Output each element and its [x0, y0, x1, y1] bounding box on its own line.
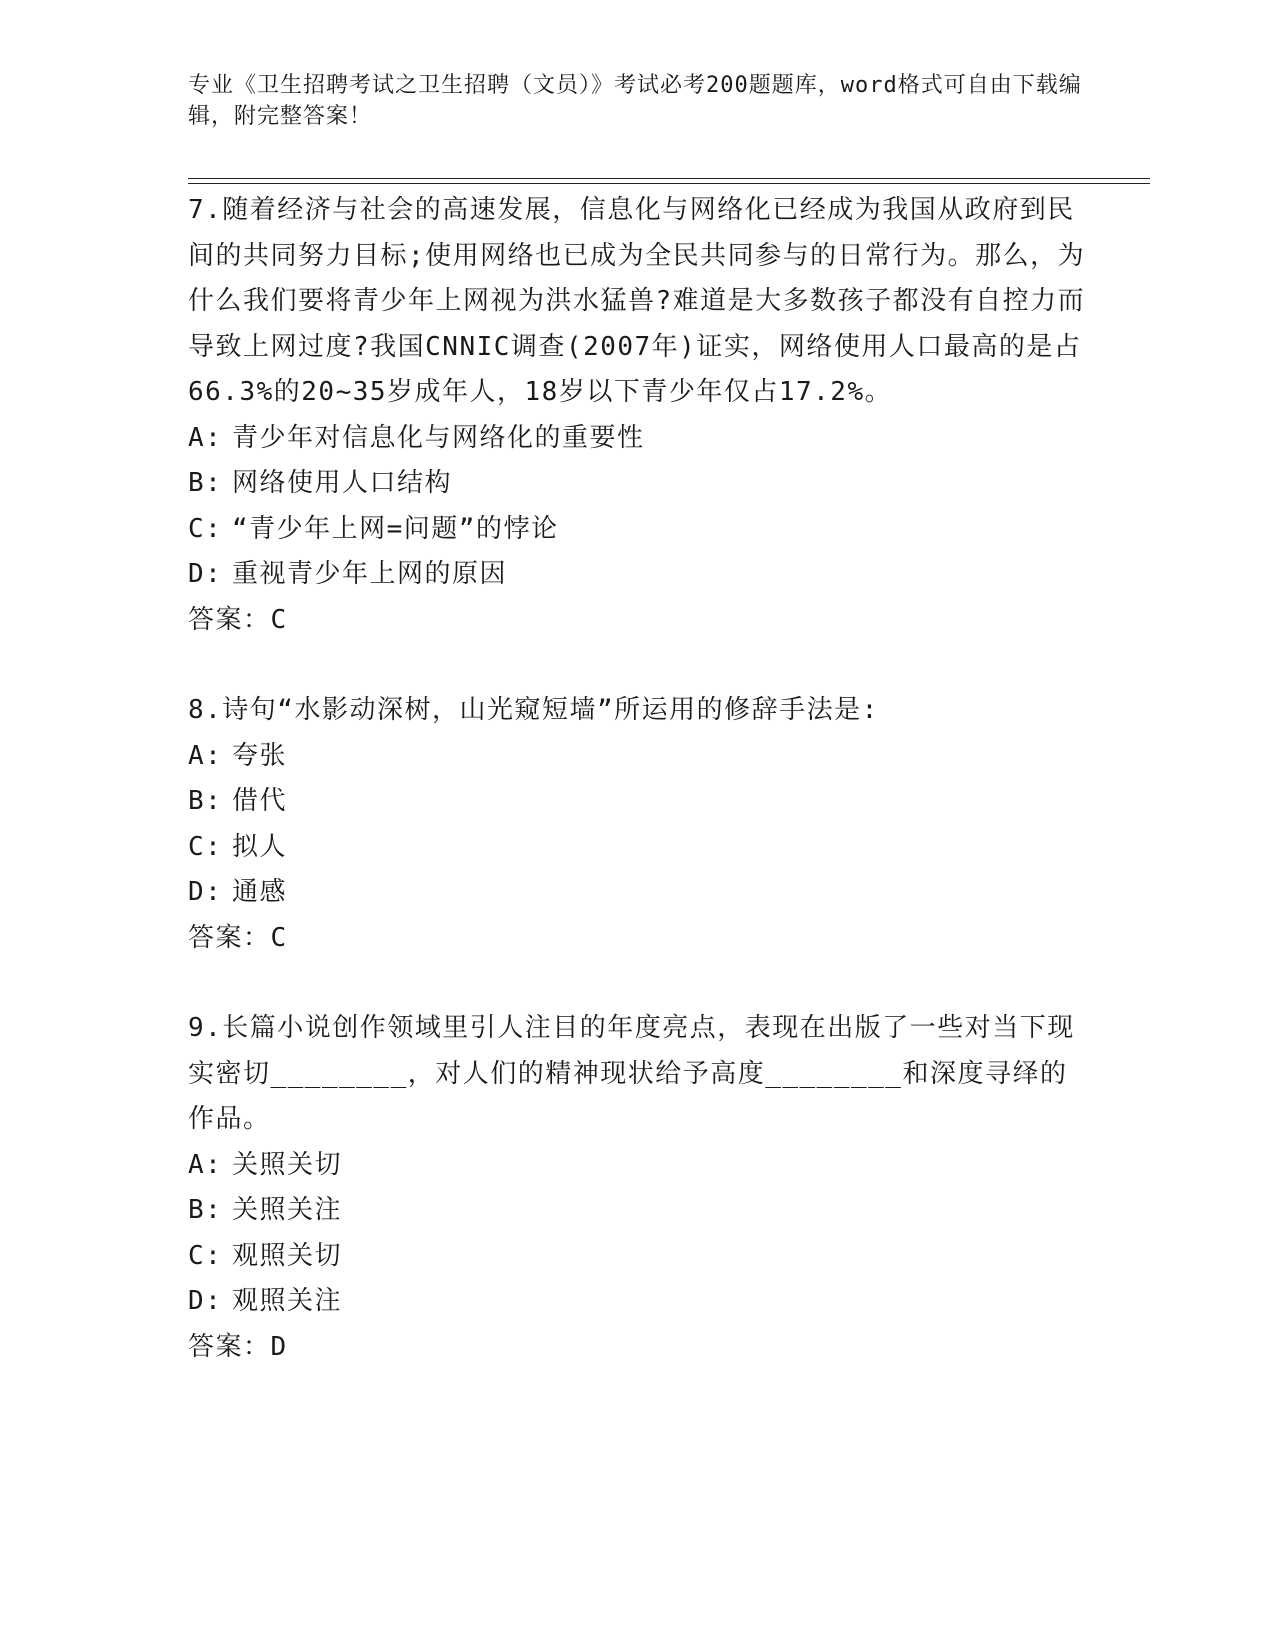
option-letter: B: [188, 786, 223, 816]
option-b [188, 779, 1088, 825]
option-text: 网络使用人口结构 [232, 468, 453, 498]
header-divider-top [188, 178, 1150, 179]
question-stem: 7.随着经济与社会的高速发展，信息化与网络化已经成为我国从政府到民间的共同努力目标;使用网络也已成为全民共同参与的日常行为。那么，为什么我们要将青少年上网视为洪水猛兽?难道是大多数孩子都没有自控力而导致上网过度?我国CNNIC调查(2007年)证实，网络使用人口最高的是占66.3%的20~35岁成年人，18岁以下青少年仅占17.2%。 [188, 195, 1086, 407]
option-text: 借代 [232, 786, 288, 816]
option-a [188, 416, 1088, 462]
option-b [188, 461, 1088, 507]
option-letter: B: [188, 1195, 223, 1225]
option-text: 观照关注 [232, 1286, 343, 1316]
option-letter: C: [188, 1240, 223, 1271]
option-text: 观照关切 [232, 1240, 343, 1271]
document-header: 专业《卫生招聘考试之卫生招聘（文员）》考试必考200题题库，word格式可自由下载编辑，附完整答案！ [188, 73, 1082, 129]
option-text: 关照关注 [232, 1195, 343, 1225]
answer-line: 答案：C [188, 604, 288, 635]
question-7 [188, 188, 1088, 643]
option-text: 拟人 [232, 831, 288, 862]
option-letter: D: [188, 1286, 223, 1316]
option-text: 青少年对信息化与网络化的重要性 [232, 422, 645, 453]
option-letter: D: [188, 877, 223, 907]
option-text: 重视青少年上网的原因 [232, 559, 508, 589]
option-a [188, 734, 1088, 780]
option-c [188, 825, 1088, 871]
option-d [188, 552, 1088, 598]
option-letter: C: [188, 513, 223, 544]
option-letter: A: [188, 1149, 223, 1180]
option-c [188, 507, 1088, 553]
option-letter: A: [188, 422, 223, 453]
option-letter: A: [188, 740, 223, 771]
question-9 [188, 1006, 1088, 1370]
question-stem: 9.长篇小说创作领域里引人注目的年度亮点，表现在出版了一些对当下现实密切________，对人们的精神现状给予高度________和深度寻绎的作品。 [188, 1013, 1075, 1134]
option-text: 关照关切 [232, 1149, 343, 1180]
option-letter: C: [188, 831, 223, 862]
question-list [188, 188, 1088, 1370]
question-8 [188, 688, 1088, 961]
header-divider-bottom [188, 183, 1150, 184]
option-text: “青少年上网=问题”的悖论 [232, 513, 559, 544]
option-b [188, 1188, 1088, 1234]
option-letter: D: [188, 559, 223, 589]
option-d [188, 1279, 1088, 1325]
answer-line: 答案：D [188, 1331, 288, 1362]
question-stem: 8.诗句“水影动深树，山光窥短墙”所运用的修辞手法是: [188, 695, 879, 725]
question-spacer [188, 643, 1088, 688]
answer-line: 答案：C [188, 922, 288, 953]
option-c [188, 1234, 1088, 1280]
option-d [188, 870, 1088, 916]
option-a [188, 1143, 1088, 1189]
option-text: 通感 [232, 877, 288, 907]
option-text: 夸张 [232, 740, 288, 771]
question-spacer [188, 961, 1088, 1006]
option-letter: B: [188, 468, 223, 498]
